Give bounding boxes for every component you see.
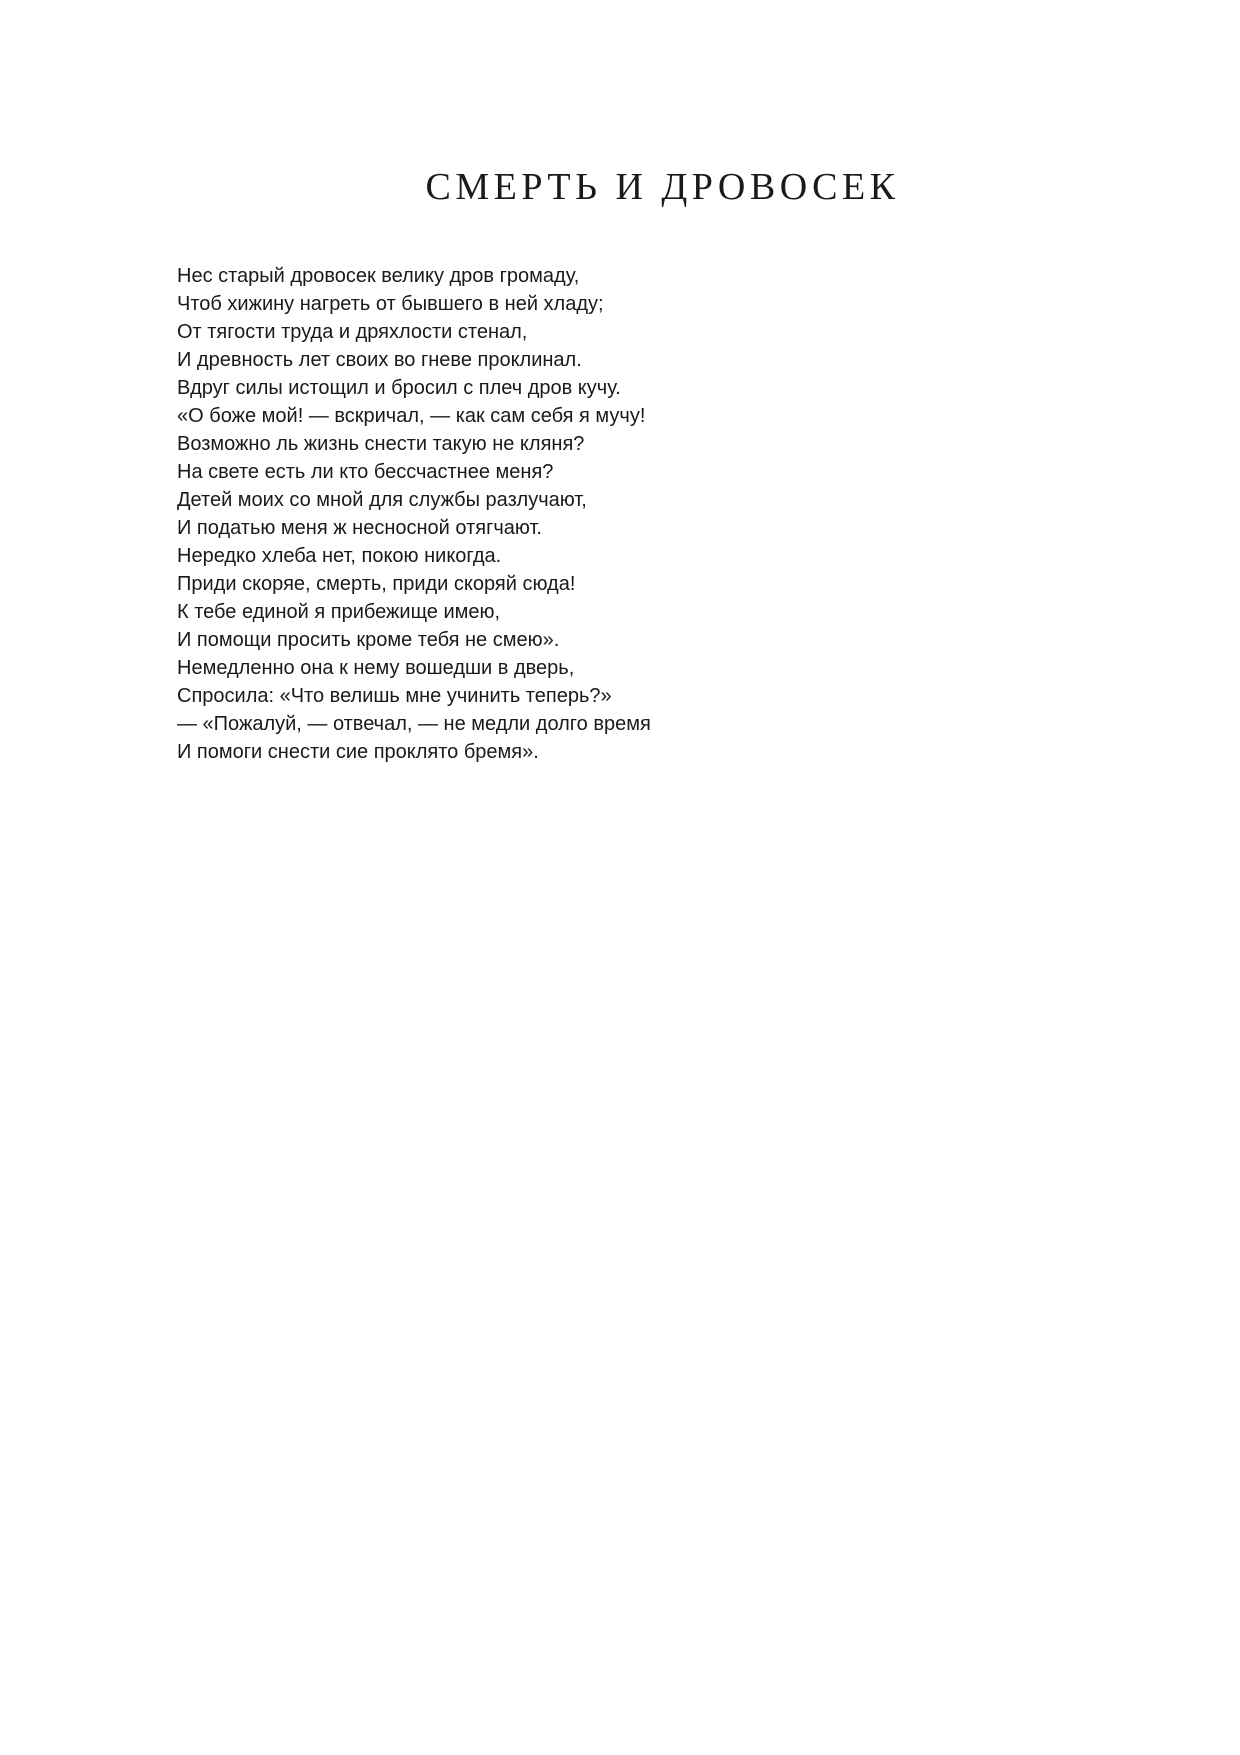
poem-line: Приди скоряе, смерть, приди скоряй сюда! [177,573,576,595]
poem-line: Спросила: «Что велишь мне учинить теперь?» [177,685,612,707]
poem-line: И податью меня ж несносной отягчают. [177,517,542,539]
poem-line: «О боже мой! — вскричал, — как сам себя я мучу! [177,405,646,427]
poem-line: Чтоб хижину нагреть от бывшего в ней хладу; [177,293,604,315]
poem-line: К тебе единой я прибежище имею, [177,601,501,623]
poem-line: Детей моих со мной для службы разлучают, [177,489,587,511]
poem-line: И помоги снести сие проклято бремя». [177,741,539,763]
poem-line: Нередко хлеба нет, покою никогда. [177,545,502,567]
poem-line: И помощи просить кроме тебя не смею». [177,629,560,651]
poem-line: Вдруг силы истощил и бросил с плеч дров кучу. [177,377,621,399]
poem-line: На свете есть ли кто бессчастнее меня? [177,461,554,483]
poem-line: Немедленно она к нему вошедши в дверь, [177,657,575,679]
poem-line: — «Пожалуй, — отвечал, — не медли долго время [177,713,651,735]
poem-line: И древность лет своих во гневе проклинал. [177,349,582,371]
poem-body [177,262,651,766]
poem-line: Возможно ль жизнь снести такую не кляня? [177,433,585,455]
poem-title: СМЕРТЬ И ДРОВОСЕК [425,166,900,208]
poem-line: От тягости труда и дряхлости стенал, [177,321,528,343]
poem-line: Нес старый дровосек велику дров громаду, [177,265,580,287]
